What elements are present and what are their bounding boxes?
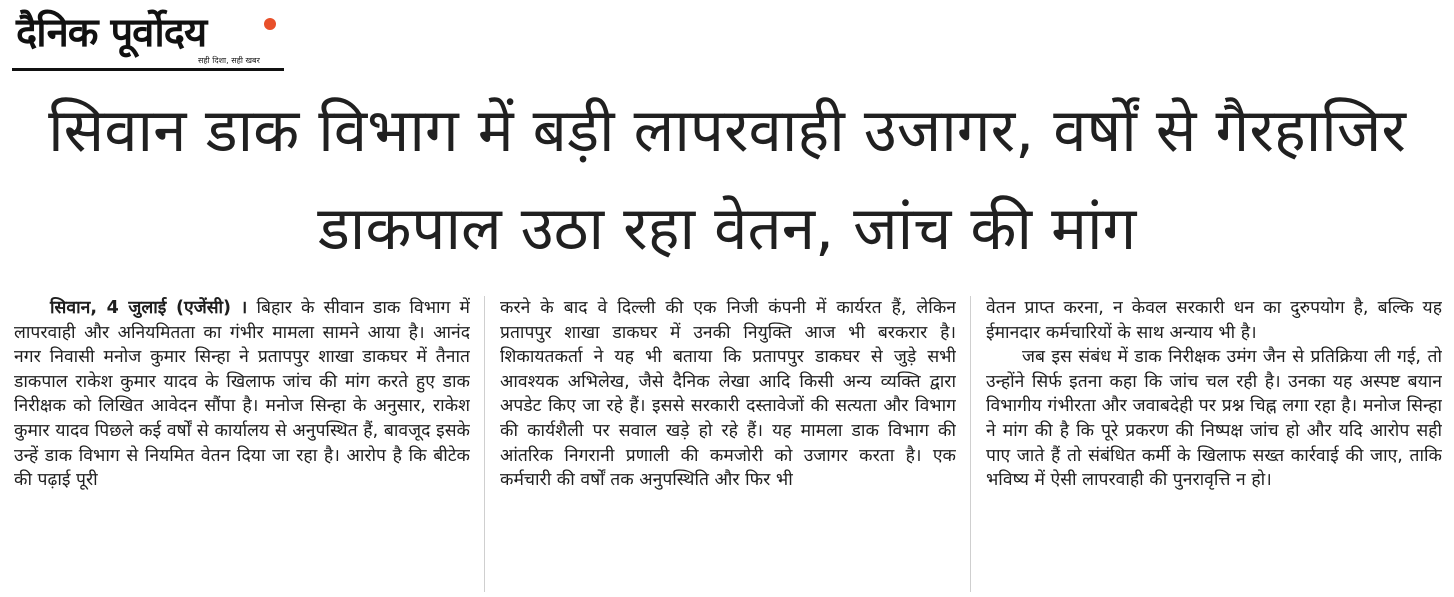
- newspaper-logo: दैनिक पूर्वोदय: [16, 10, 207, 56]
- article-paragraph: [14, 296, 470, 493]
- article-dateline: सिवान, 4 जुलाई (एजेंसी) ।: [50, 298, 248, 318]
- article-headline: सिवान डाक विभाग में बड़ी लापरवाही उजागर, वर्षों से गैरहाजिर डाकपाल उठा रहा वेतन, जांच की मांग: [48, 96, 1406, 264]
- article-body: [14, 296, 1442, 592]
- article-paragraph: करने के बाद वे दिल्ली की एक निजी कंपनी में कार्यरत हैं, लेकिन प्रतापपुर शाखा डाकघर में उनकी नियुक्ति आज भी बरकरार है। शिकायतकर्ता ने यह भी बताया कि प्रतापपुर डाकघर से जुड़े सभी आवश्यक अभिलेख, जैसे दैनिक लेखा आदि किसी अन्य व्यक्ति द्वारा अपडेट किए जा रहे हैं। इससे सरकारी दस्तावेजों की सत्यता और विभाग की कार्यशैली पर सवाल खड़े हो रहे हैं। यह मामला डाक विभाग की आंतरिक निगरानी प्रणाली की कमजोरी को उजागर करता है। एक कर्मचारी की वर्षों तक अनुपस्थिति और फिर भी: [500, 298, 956, 491]
- article-text: जब इस संबंध में डाक निरीक्षक उमंग जैन से प्रतिक्रिया ली गई, तो उन्होंने सिर्फ इतना कहा कि जांच चल रही है। उनका यह अस्पष्ट बयान विभागीय गंभीरता और जवाबदेही पर प्रश्न चिह्न लगा रहा है। मनोज सिन्हा ने मांग की है कि पूरे प्रकरण की निष्पक्ष जांच हो और यदि आरोप सही पाए जाते हैं तो संबंधित कर्मी के खिलाफ सख्त कार्रवाई की जाए, ताकि भविष्य में ऐसी लापरवाही की पुनरावृत्ति न हो।: [986, 347, 1442, 491]
- article-column-2: [500, 296, 956, 592]
- logo-dot-icon: [264, 18, 276, 30]
- article-text: बिहार के सीवान डाक विभाग में लापरवाही और अनियमितता का गंभीर मामला सामने आया है। आनंद नगर निवासी मनोज कुमार सिन्हा ने प्रतापपुर शाखा डाकघर में तैनात डाकपाल राकेश कुमार यादव के खिलाफ जांच की मांग करते हुए डाक निरीक्षक को लिखित आवेदन सौंपा है। मनोज सिन्हा के अनुसार, राकेश कुमार यादव पिछले कई वर्षों से कार्यालय से अनुपस्थित हैं, बावजूद इसके उन्हें डाक विभाग से नियमित वेतन दिया जा रहा है। आरोप है कि बीटेक की पढ़ाई पूरी: [14, 298, 470, 491]
- masthead-rule: [12, 68, 284, 71]
- masthead: [12, 8, 284, 72]
- article-paragraph: वेतन प्राप्त करना, न केवल सरकारी धन का दुरुपयोग है, बल्कि यह ईमानदार कर्मचारियों के साथ अन्याय भी है।: [986, 298, 1442, 343]
- article-column-1: [14, 296, 470, 592]
- article-column-3: [986, 296, 1442, 592]
- article-paragraph: [986, 345, 1442, 493]
- newspaper-tagline: सही दिशा, सही खबर: [198, 56, 260, 65]
